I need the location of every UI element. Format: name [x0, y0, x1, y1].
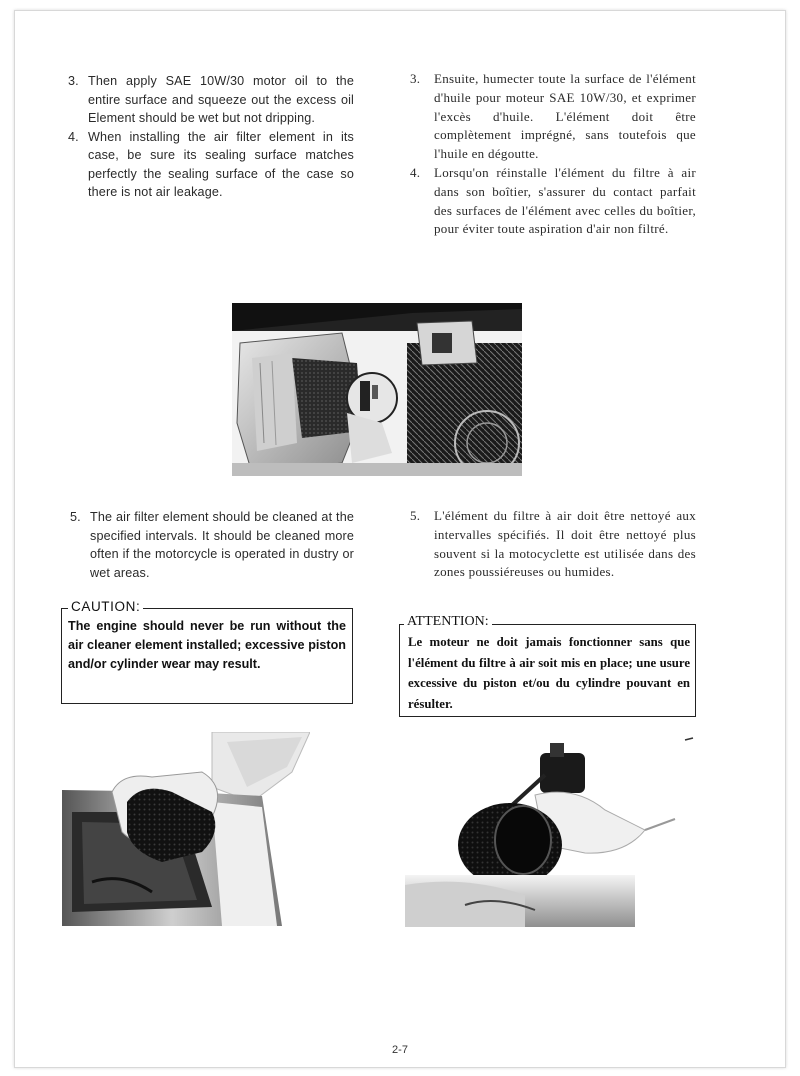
item-number: 3. — [68, 74, 79, 88]
list-item — [68, 72, 354, 128]
english-instructions-mid — [70, 508, 354, 582]
filter-installation-photo — [62, 732, 310, 926]
list-item — [410, 507, 696, 582]
item-text: Then apply SAE 10W/30 motor oil to the entire surface and squeeze out the excess oil Element should be wet but not dripping. — [88, 74, 354, 125]
item-number: 4. — [410, 164, 421, 180]
oil-application-photo — [405, 735, 695, 927]
item-text: When installing the air filter element in its case, be sure its sealing surface matches perfectly the sealing surface of the case so there is not air leakage. — [88, 129, 354, 199]
caution-title: CAUTION: — [68, 599, 143, 614]
attention-text: Le moteur ne doit jamais fonctionner sans que l'élément du filtre à air soit mis en place; une usure excessive du piston et/ou du cylindre pouvant en résulter. — [408, 635, 690, 711]
english-instructions-top — [68, 72, 354, 202]
french-instructions-top — [410, 70, 696, 239]
item-text: Lorsqu'on réinstalle l'élément du filtre à air dans son boîtier, s'assurer du contact parfait des surfaces de l'élément avec celles du boîtier, pour éviter toute aspiration d'air non filtré. — [434, 164, 696, 237]
item-text: Ensuite, humecter toute la surface de l'élément d'huile pour moteur SAE 10W/30, et exprimer l'excès d'huile. L'élément doit être complètement imprégné, sans toutefois que l'huile en dégoutte. — [434, 71, 696, 162]
item-number: 5. — [70, 510, 81, 524]
list-item — [68, 128, 354, 202]
caution-text: The engine should never be run without the air cleaner element installed; excessive piston and/or cylinder wear may result. — [68, 619, 346, 671]
list-item — [410, 70, 696, 164]
item-text: The air filter element should be cleaned at the specified intervals. It should be cleaned more often if the motorcycle is operated in dustry or wet areas. — [90, 510, 354, 580]
item-number: 3. — [410, 71, 421, 86]
attention-title: ATTENTION: — [404, 614, 492, 630]
french-instructions-mid — [410, 507, 696, 582]
item-number: 5. — [410, 508, 421, 523]
engine-air-filter-photo — [232, 303, 522, 476]
page-number: 2-7 — [392, 1044, 408, 1056]
item-text: L'élément du filtre à air doit être nettoyé aux intervalles spécifiés. Il doit être nettoyé plus souvent si la motocyclette est utilisée dans des zones poussiéreuses ou humides. — [434, 508, 696, 580]
list-item — [70, 508, 354, 582]
list-item — [410, 164, 696, 239]
item-number: 4. — [68, 129, 79, 144]
